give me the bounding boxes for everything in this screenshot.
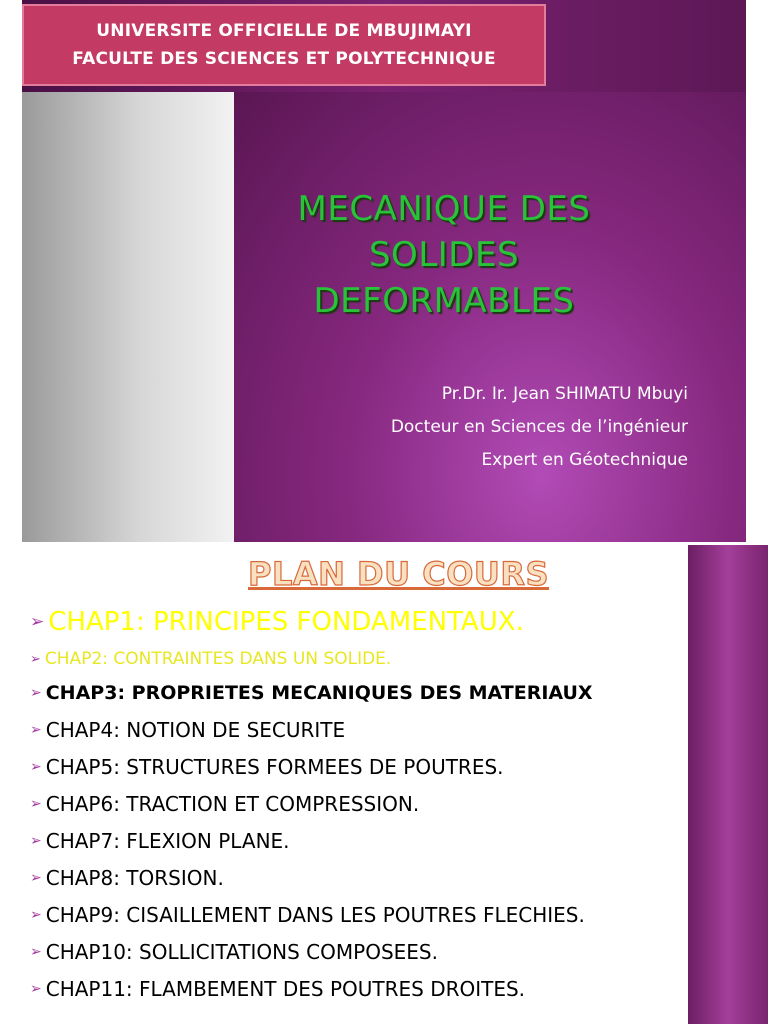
chapter-text: CHAP7: FLEXION PLANE.	[45, 828, 290, 853]
chapter-item	[30, 785, 690, 822]
university-header	[22, 4, 546, 86]
plan-heading: PLAN DU COURS	[248, 555, 550, 593]
chapter-list	[30, 601, 690, 1007]
arrow-bullet-icon: ➢	[30, 721, 42, 738]
chapter-text: CHAP4: NOTION DE SECURITE	[45, 717, 346, 742]
author-block	[391, 378, 688, 477]
arrow-bullet-icon: ➢	[30, 612, 45, 632]
chapter-text: CHAP9: CISAILLEMENT DANS LES POUTRES FLECHIES.	[45, 902, 585, 927]
chapter-item	[30, 675, 690, 711]
chapter-item	[30, 601, 690, 643]
left-gray-panel	[22, 92, 234, 542]
author-name: Pr.Dr. Ir. Jean SHIMATU Mbuyi	[441, 384, 688, 404]
right-decor-bar	[688, 545, 768, 1024]
arrow-bullet-icon: ➢	[30, 906, 42, 923]
course-title	[234, 186, 654, 324]
course-title-line1: MECANIQUE DES	[297, 189, 591, 229]
chapter-item	[30, 896, 690, 933]
author-degree: Docteur en Sciences de l’ingénieur	[390, 417, 688, 437]
arrow-bullet-icon: ➢	[30, 795, 42, 812]
plan-slide	[22, 545, 768, 1024]
chapter-text: : PROPRIETES MECANIQUES DES MATERIAUX	[117, 682, 593, 704]
chapter-item	[30, 711, 690, 748]
course-title-line2: SOLIDES	[368, 235, 520, 275]
author-specialty: Expert en Géotechnique	[481, 450, 688, 470]
arrow-bullet-icon: ➢	[30, 685, 42, 701]
course-title-line3: DEFORMABLES	[313, 281, 575, 321]
arrow-bullet-icon: ➢	[30, 943, 42, 960]
arrow-bullet-icon: ➢	[30, 651, 41, 667]
chapter-text: CHAP10: SOLLICITATIONS COMPOSEES.	[45, 939, 438, 964]
university-name: UNIVERSITE OFFICIELLE DE MBUJIMAYI	[96, 21, 472, 41]
chapter-text: CHAP8: TORSION.	[45, 865, 224, 890]
arrow-bullet-icon: ➢	[30, 758, 42, 775]
chapter-text: CHAP6: TRACTION ET COMPRESSION.	[45, 791, 420, 816]
chapter-item	[30, 933, 690, 970]
arrow-bullet-icon: ➢	[30, 832, 42, 849]
chapter-item	[30, 643, 690, 675]
faculty-name: FACULTE DES SCIENCES ET POLYTECHNIQUE	[72, 49, 496, 69]
arrow-bullet-icon: ➢	[30, 980, 42, 997]
chapter-text: CHAP1: PRINCIPES FONDAMENTAUX.	[48, 607, 524, 637]
chapter-text: CHAP2: CONTRAINTES DANS UN SOLIDE.	[44, 649, 392, 669]
chapter-code: CHAP3	[45, 682, 118, 704]
chapter-text: CHAP5: STRUCTURES FORMEES DE POUTRES.	[45, 754, 504, 779]
arrow-bullet-icon: ➢	[30, 869, 42, 886]
chapter-item	[30, 822, 690, 859]
chapter-item	[30, 970, 690, 1007]
chapter-text: CHAP11: FLAMBEMENT DES POUTRES DROITES.	[45, 976, 526, 1001]
chapter-item	[30, 748, 690, 785]
chapter-item	[30, 859, 690, 896]
